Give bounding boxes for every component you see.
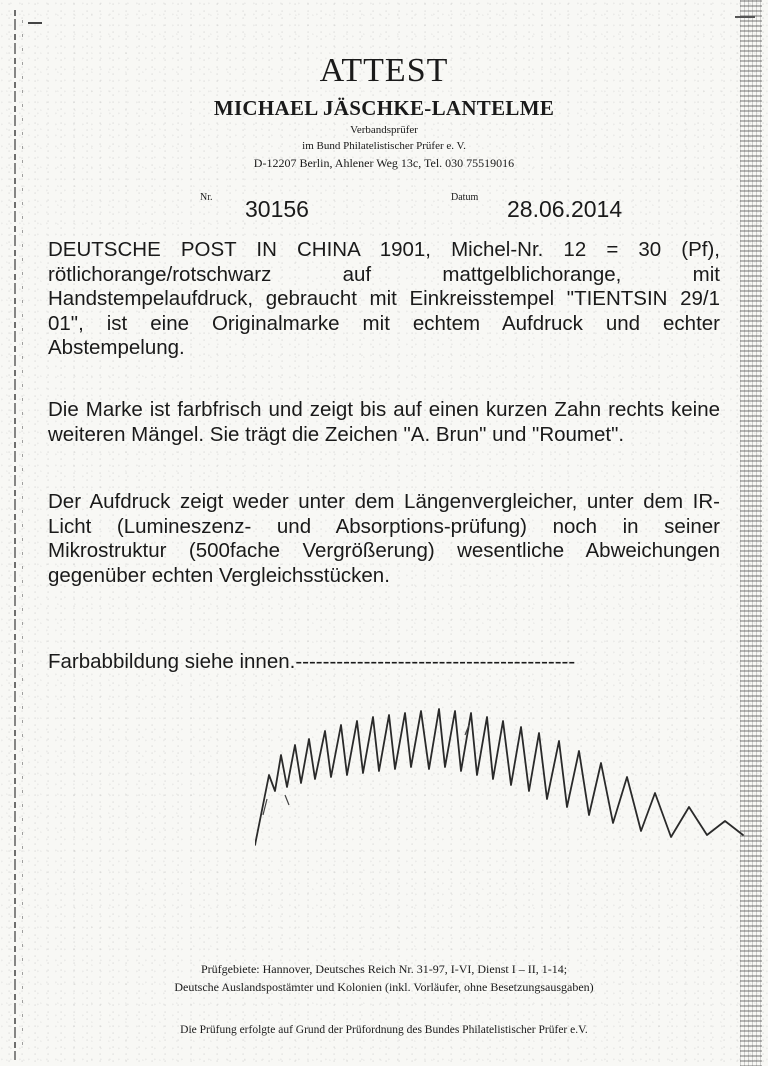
number-label: Nr. — [200, 192, 213, 203]
scan-mark — [28, 22, 42, 24]
date-label: Datum — [451, 192, 479, 203]
scan-edge-left-inner — [22, 20, 23, 1050]
examiner-address: D-12207 Berlin, Ahlener Weg 13c, Tel. 030 75519016 — [253, 156, 515, 170]
paragraph-identification: DEUTSCHE POST IN CHINA 1901, Michel-Nr. 12 = 30 (Pf), rötlichorange/rotschwarz auf mattgelblichorange, mit Handstempelaufdruck, gebraucht mit Einkreisstempel "TIENTSIN 29/1 01", ist eine Originalmarke mit echtem Aufdruck und echter Abstempelung. — [48, 238, 720, 359]
examiner-association: im Bund Philatelistischer Prüfer e. V. — [302, 140, 466, 152]
certificate-number: 30156 — [245, 196, 309, 222]
paragraph-examination: Der Aufdruck zeigt weder unter dem Längenvergleicher, unter dem IR-Licht (Lumineszenz- und Absorptions-prüfung) noch in seiner Mikrostruktur (500fache Vergrößerung) wesentliche Abweichungen gegenüber echten Vergleichsstücken. — [48, 490, 720, 587]
paragraph-color-image-note: Farbabbildung siehe innen.----------------------------------------- — [48, 650, 576, 673]
paragraph-condition: Die Marke ist farbfrisch und zeigt bis auf einen kurzen Zahn rechts keine weiteren Mängel. Sie trägt die Zeichen "A. Brun" und "Roumet". — [48, 398, 720, 446]
footer-examination-areas-continued: Deutsche Auslandspostämter und Kolonien (inkl. Vorläufer, ohne Besetzungsausgaben) — [174, 980, 594, 994]
certificate-date: 28.06.2014 — [507, 196, 623, 222]
handwritten-signature — [255, 695, 755, 855]
footer-examination-areas: Prüfgebiete: Hannover, Deutsches Reich Nr. 31-97, I-VI, Dienst I – II, 1-14; — [200, 962, 568, 976]
examiner-name: MICHAEL JÄSCHKE-LANTELME — [213, 96, 555, 120]
footer-regulation-note: Die Prüfung erfolgte auf Grund der Prüfordnung des Bundes Philatelistischer Prüfer e.V. — [180, 1024, 588, 1036]
scan-mark — [735, 16, 755, 18]
document-title: ATTEST — [319, 52, 449, 89]
examiner-role: Verbandsprüfer — [350, 124, 418, 136]
